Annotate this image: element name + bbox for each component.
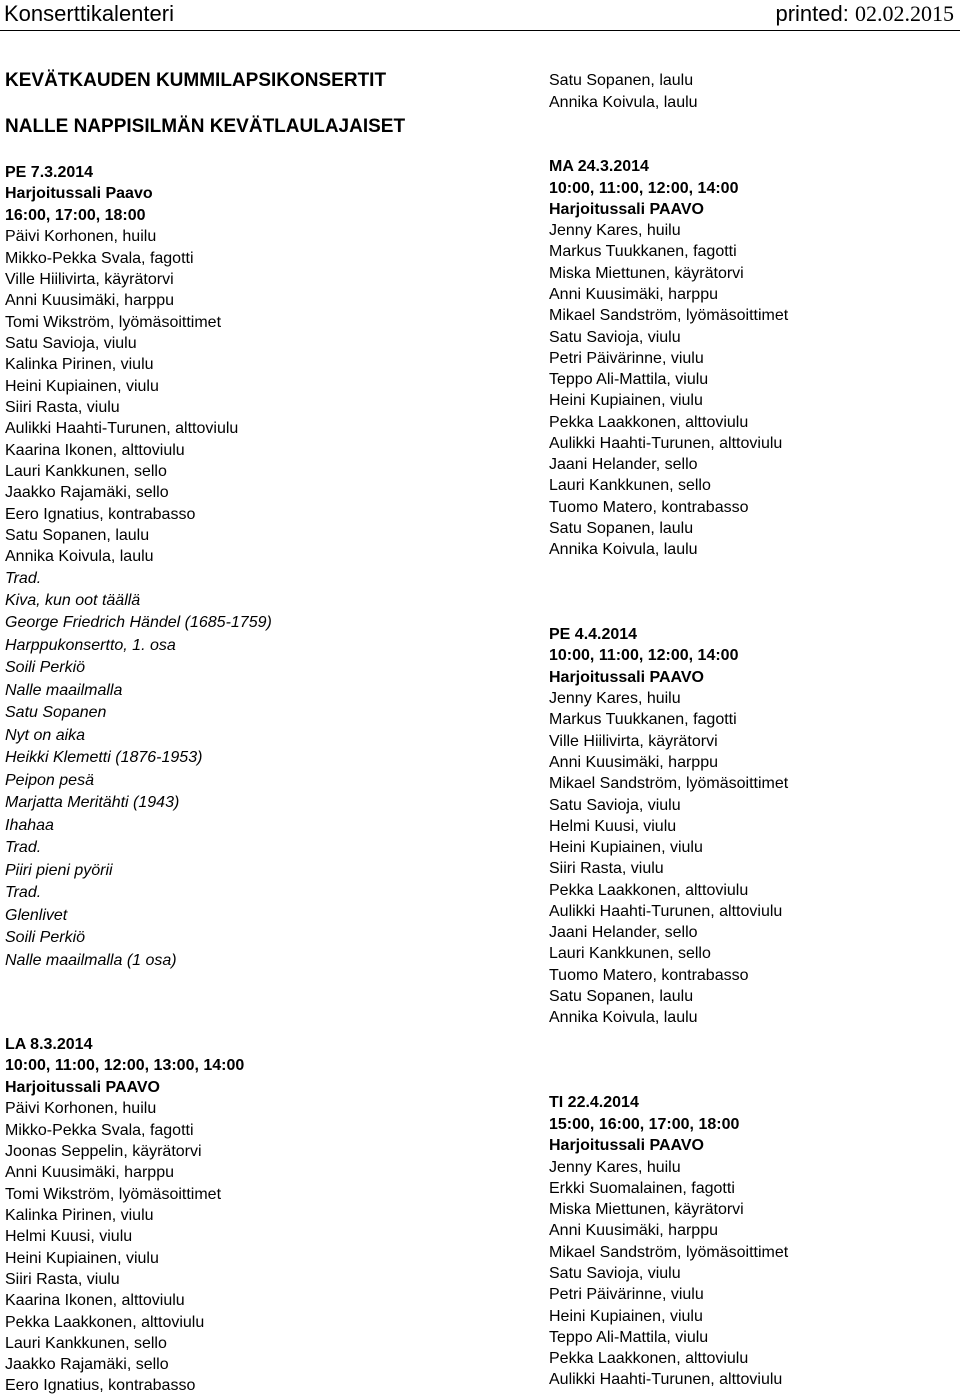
program-line: Trad.: [5, 839, 42, 856]
performer-line: Teppo Ali-Mattila, viulu: [549, 1329, 709, 1346]
performer-line: Helmi Kuusi, viulu: [549, 818, 677, 835]
concert-date: PE 4.4.2014: [549, 626, 638, 643]
performer-line: Petri Päivärinne, viulu: [549, 350, 704, 367]
concert-date: MA 24.3.2014: [549, 158, 649, 175]
performer-line: Jenny Kares, huilu: [549, 1159, 681, 1176]
performer-line: Tuomo Matero, kontrabasso: [549, 967, 749, 984]
program-line: Kiva, kun oot täällä: [5, 592, 141, 609]
performer-line: Satu Sopanen, laulu: [549, 520, 694, 537]
performer-line: Heini Kupiainen, viulu: [5, 378, 159, 395]
performer-line: Miska Miettunen, käyrätorvi: [549, 265, 744, 282]
concert-venue: Harjoitussali PAAVO: [549, 1137, 704, 1154]
page-header: [0, 0, 960, 31]
performer-line: Mikko-Pekka Svala, fagotti: [5, 250, 194, 267]
performer-line: Annika Koivula, laulu: [5, 548, 154, 565]
program-line: Soili Perkiö: [5, 659, 86, 676]
performer-line: Aulikki Haahti-Turunen, alttoviulu: [549, 1371, 783, 1388]
performer-line: Mikael Sandström, lyömäsoittimet: [549, 307, 789, 324]
performer-line: Satu Sopanen, laulu: [549, 988, 694, 1005]
performer-line: Tuomo Matero, kontrabasso: [549, 499, 749, 516]
program-line: Peipon pesä: [5, 772, 94, 789]
concert-times: 10:00, 11:00, 12:00, 14:00: [549, 180, 739, 197]
program-line: Trad.: [5, 884, 42, 901]
performer-line: Petri Päivärinne, viulu: [549, 1286, 704, 1303]
performer-line: Kaarina Ikonen, alttoviulu: [5, 1292, 185, 1309]
performer-line: Heini Kupiainen, viulu: [549, 1308, 703, 1325]
performer-line: Pekka Laakkonen, alttoviulu: [549, 882, 749, 899]
performer-line: Lauri Kankkunen, sello: [5, 1335, 167, 1352]
performer-line: Teppo Ali-Mattila, viulu: [549, 371, 709, 388]
performer-line: Päivi Korhonen, huilu: [5, 228, 157, 245]
performer-line: Anni Kuusimäki, harppu: [549, 754, 718, 771]
performer-line: Lauri Kankkunen, sello: [549, 477, 711, 494]
performer-line: Anni Kuusimäki, harppu: [5, 292, 174, 309]
performer-line: Jaakko Rajamäki, sello: [5, 1356, 169, 1373]
performer-line: Siiri Rasta, viulu: [5, 399, 120, 416]
performer-line: Joonas Seppelin, käyrätorvi: [5, 1143, 202, 1160]
performer-line: Jenny Kares, huilu: [549, 222, 681, 239]
performer-line: Anni Kuusimäki, harppu: [549, 1222, 718, 1239]
performer-line: Lauri Kankkunen, sello: [549, 945, 711, 962]
performer-line: Eero Ignatius, kontrabasso: [5, 506, 196, 523]
program-line: Ihahaa: [5, 817, 54, 834]
program-line: Soili Perkiö: [5, 929, 86, 946]
performer-line: Jaakko Rajamäki, sello: [5, 484, 169, 501]
performer-line: Satu Sopanen, laulu: [5, 527, 150, 544]
performer-line: Päivi Korhonen, huilu: [5, 1100, 157, 1117]
program-line: Trad.: [5, 570, 42, 587]
performer-line: Anni Kuusimäki, harppu: [549, 286, 718, 303]
concert-times: 15:00, 16:00, 17:00, 18:00: [549, 1116, 740, 1133]
performer-line: Pekka Laakkonen, alttoviulu: [5, 1314, 205, 1331]
program-line: Nyt on aika: [5, 727, 86, 744]
performer-line: Tomi Wikström, lyömäsoittimet: [5, 314, 222, 331]
performer-line: Satu Savioja, viulu: [5, 335, 137, 352]
program-line: Satu Sopanen: [5, 704, 107, 721]
performer-line: Heini Kupiainen, viulu: [5, 1250, 159, 1267]
program-line: Marjatta Meritähti (1943): [5, 794, 180, 811]
performer-line: Tomi Wikström, lyömäsoittimet: [5, 1186, 222, 1203]
performer-line: Eero Ignatius, kontrabasso: [5, 1377, 196, 1394]
performer-line: Markus Tuukkanen, fagotti: [549, 711, 737, 728]
page-title: Konserttikalenteri: [4, 1, 174, 26]
performer-line: Kalinka Pirinen, viulu: [5, 1207, 154, 1224]
performer-line: Kalinka Pirinen, viulu: [5, 356, 154, 373]
performer-line: Satu Savioja, viulu: [549, 329, 681, 346]
performer-line: Satu Savioja, viulu: [549, 1265, 681, 1282]
program-line: Heikki Klemetti (1876-1953): [5, 749, 203, 766]
concert-times: 10:00, 11:00, 12:00, 14:00: [549, 647, 739, 664]
program-line: George Friedrich Händel (1685-1759): [5, 614, 272, 631]
performer-line: Jenny Kares, huilu: [549, 690, 681, 707]
performer-line: Annika Koivula, laulu: [549, 1009, 698, 1026]
performer-line: Heini Kupiainen, viulu: [549, 839, 703, 856]
performer-line: Ville Hiilivirta, käyrätorvi: [549, 733, 718, 750]
performer-line: Aulikki Haahti-Turunen, alttoviulu: [5, 420, 239, 437]
performer-line: Markus Tuukkanen, fagotti: [549, 243, 737, 260]
heading-concert-title: NALLE NAPPISILMÄN KEVÄTLAULAJAISET: [5, 116, 406, 137]
performer-line: Mikael Sandström, lyömäsoittimet: [549, 775, 789, 792]
performer-line: Helmi Kuusi, viulu: [5, 1228, 133, 1245]
concert-times: 10:00, 11:00, 12:00, 13:00, 14:00: [5, 1057, 245, 1074]
concert-venue: Harjoitussali PAAVO: [549, 201, 704, 218]
program-line: Piiri pieni pyörii: [5, 862, 113, 879]
performer-line: Jaani Helander, sello: [549, 456, 698, 473]
performer-line: Siiri Rasta, viulu: [5, 1271, 120, 1288]
performer-line: Erkki Suomalainen, fagotti: [549, 1180, 735, 1197]
performer-line: Anni Kuusimäki, harppu: [5, 1164, 174, 1181]
printed-info: [775, 2, 954, 26]
concert-times: 16:00, 17:00, 18:00: [5, 207, 146, 224]
program-line: Glenlivet: [5, 907, 68, 924]
program-line: Nalle maailmalla: [5, 682, 123, 699]
program-line: Harppukonsertto, 1. osa: [5, 637, 176, 654]
concert-date: LA 8.3.2014: [5, 1036, 93, 1053]
performer-line: Heini Kupiainen, viulu: [549, 392, 703, 409]
concert-venue: Harjoitussali PAAVO: [5, 1079, 160, 1096]
performer-line: Satu Savioja, viulu: [549, 797, 681, 814]
program-line: Nalle maailmalla (1 osa): [5, 952, 177, 969]
performer-line: Lauri Kankkunen, sello: [5, 463, 167, 480]
performer-line: Pekka Laakkonen, alttoviulu: [549, 414, 749, 431]
printed-date: 02.02.2015: [855, 1, 954, 26]
concert-date: TI 22.4.2014: [549, 1094, 639, 1111]
performer-line: Mikko-Pekka Svala, fagotti: [5, 1122, 194, 1139]
concert-date: PE 7.3.2014: [5, 164, 94, 181]
printed-label: printed:: [775, 1, 849, 26]
performer-line: Pekka Laakkonen, alttoviulu: [549, 1350, 749, 1367]
concert-venue: Harjoitussali Paavo: [5, 185, 153, 202]
performer-line: Jaani Helander, sello: [549, 924, 698, 941]
performer-line: Aulikki Haahti-Turunen, alttoviulu: [549, 903, 783, 920]
performer-line: Miska Miettunen, käyrätorvi: [549, 1201, 744, 1218]
heading-concert-series: KEVÄTKAUDEN KUMMILAPSIKONSERTIT: [5, 70, 387, 91]
performer-line: Annika Koivula, laulu: [549, 94, 698, 111]
performer-line: Siiri Rasta, viulu: [549, 860, 664, 877]
performer-line: Aulikki Haahti-Turunen, alttoviulu: [549, 435, 783, 452]
performer-line: Satu Sopanen, laulu: [549, 72, 694, 89]
performer-line: Kaarina Ikonen, alttoviulu: [5, 442, 185, 459]
performer-line: Mikael Sandström, lyömäsoittimet: [549, 1244, 789, 1261]
concert-venue: Harjoitussali PAAVO: [549, 669, 704, 686]
performer-line: Ville Hiilivirta, käyrätorvi: [5, 271, 174, 288]
performer-line: Annika Koivula, laulu: [549, 541, 698, 558]
